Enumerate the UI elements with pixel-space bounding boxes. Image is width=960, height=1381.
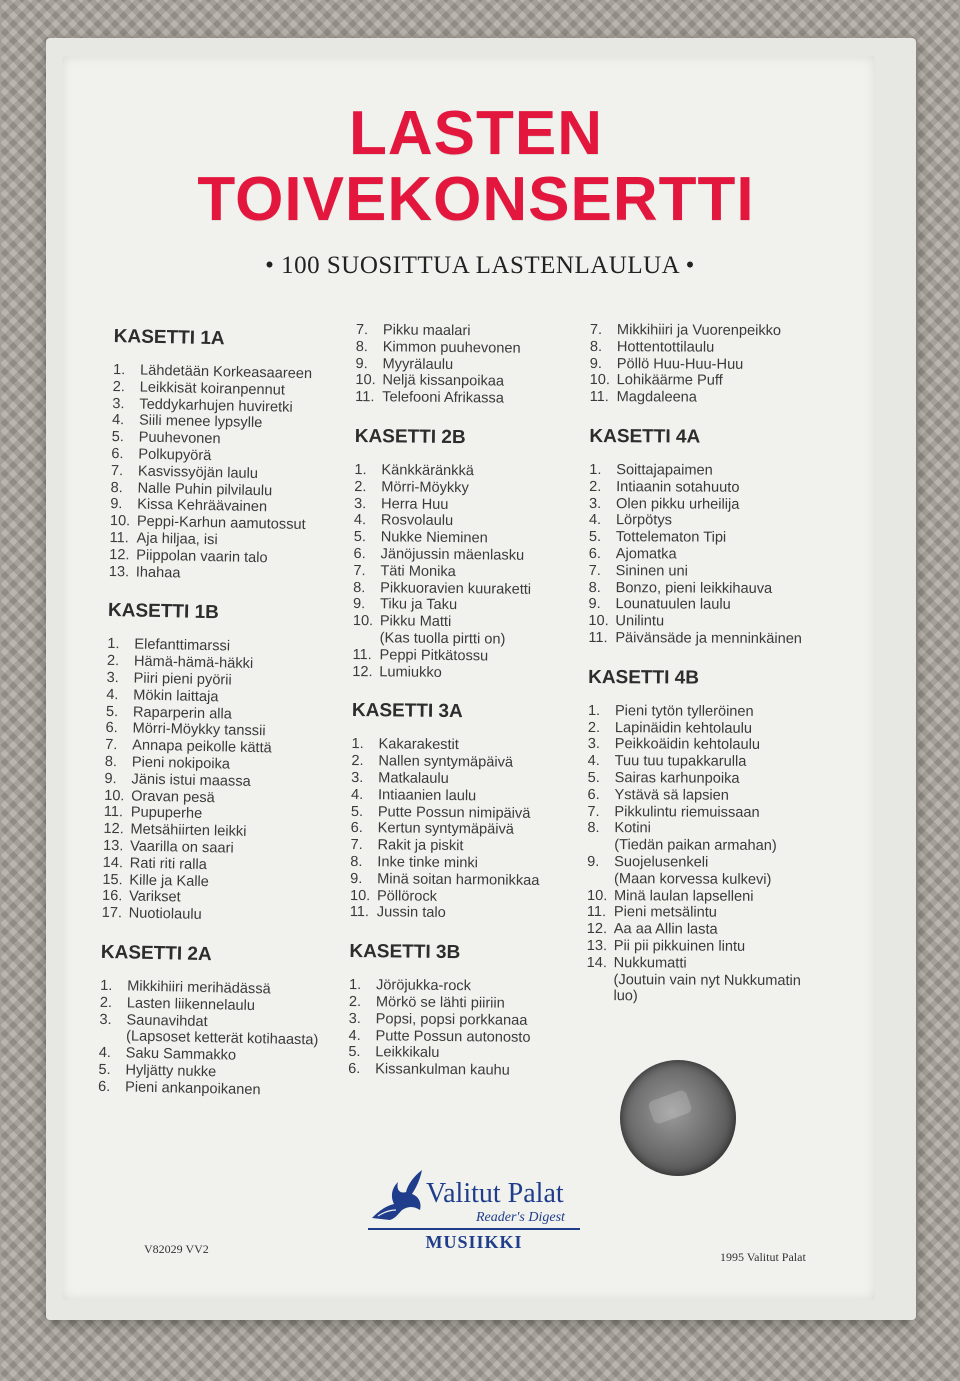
track-number: 9. <box>350 870 363 887</box>
track-title: Oravan pesä <box>130 787 215 806</box>
track-title: Pieni metsälintu <box>613 904 717 921</box>
track-number: 17. <box>101 904 123 922</box>
track-item <box>586 988 836 1006</box>
track-title: Jöröjukka-rock <box>375 977 472 995</box>
track-number: 9. <box>110 496 123 513</box>
track-title: Piippolan vaarin talo <box>136 547 268 567</box>
track-number: 13. <box>586 937 608 955</box>
track-item <box>588 596 838 614</box>
track-item <box>587 871 837 889</box>
track-number: 9. <box>104 770 117 787</box>
section-heading: KASETTI 3A <box>351 700 463 723</box>
track-title: Metsähiirten leikki <box>130 821 247 841</box>
track-number: 1. <box>107 636 120 653</box>
section-heading: KASETTI 4A <box>589 425 701 448</box>
track-number: 2. <box>351 753 364 770</box>
track-title: Pieni nokipoika <box>131 754 231 773</box>
track-item <box>350 904 590 923</box>
track-title: Neljä kissanpoikaa <box>382 372 505 390</box>
track-title: (Kas tuolla pirtti on) <box>379 630 506 648</box>
pegasus-icon <box>368 1166 426 1224</box>
track-number: 6. <box>350 820 363 837</box>
track-number: 3. <box>354 495 367 512</box>
track-item <box>589 479 839 497</box>
track-number: 3. <box>112 395 125 412</box>
track-title: Kissankulman kauhu <box>375 1061 510 1079</box>
section-heading: KASETTI 2B <box>354 425 466 449</box>
track-number: 2. <box>112 378 126 396</box>
track-number: 3. <box>99 1011 112 1028</box>
track-title: Tuu tuu tupakkarulla <box>614 753 747 770</box>
track-title: Herra Huu <box>381 495 449 513</box>
track-number: 6. <box>105 720 118 737</box>
track-list <box>348 977 589 1080</box>
track-number: 4. <box>587 753 600 770</box>
track-number: 8. <box>589 338 603 355</box>
track-number: 5. <box>587 769 600 786</box>
track-number: 1. <box>348 977 362 994</box>
track-number: 6. <box>111 445 124 463</box>
track-item <box>589 462 839 480</box>
track-number: 11. <box>586 904 607 921</box>
track-title: Telefooni Afrikassa <box>382 389 504 407</box>
track-title: Puuhevonen <box>138 429 221 448</box>
track-number: 7. <box>587 803 600 820</box>
track-number: 6. <box>97 1078 111 1095</box>
track-title: Leikkikalu <box>375 1044 440 1062</box>
track-title: Rati riti ralla <box>129 855 207 873</box>
track-number: 5. <box>348 1044 361 1061</box>
track-title: Nukkumatti <box>613 954 687 972</box>
track-title: Pikkuoravien kuuraketti <box>380 579 532 598</box>
track-title: Tottelematon Tipi <box>615 529 727 546</box>
track-number: 7. <box>350 837 363 854</box>
logo-divider <box>368 1228 580 1230</box>
track-item <box>587 837 837 855</box>
track-number: 8. <box>350 853 363 871</box>
column-3 <box>586 322 840 1026</box>
title-line2: TOIVEKONSERTTI <box>197 165 755 234</box>
track-title: Hottentottilaulu <box>616 338 715 356</box>
track-number: 11. <box>352 646 372 663</box>
track-number: 4. <box>98 1044 112 1062</box>
track-title: Annapa peikolle kättä <box>132 737 272 757</box>
track-title: Minä laulan lapselleni <box>613 887 754 905</box>
track-number: 7. <box>589 322 603 339</box>
track-number: 1. <box>589 461 602 479</box>
track-title: Kille ja Kalle <box>129 871 210 890</box>
track-list <box>588 462 839 648</box>
track-title: Sairas karhunpoika <box>614 770 740 787</box>
track-list <box>102 636 358 927</box>
track-number: 2. <box>587 719 601 736</box>
track-number: 10. <box>349 887 371 904</box>
track-title: Hämä-hämä-häkki <box>133 653 254 673</box>
track-number: 2. <box>348 993 362 1010</box>
track-number: 4. <box>348 1027 361 1044</box>
track-title: Ystävä sä lapsien <box>614 786 729 804</box>
track-title: Putte Possun nimipäivä <box>377 803 531 822</box>
track-number: 14. <box>102 854 124 872</box>
track-number: 5. <box>588 529 602 546</box>
track-title: Pöllö Huu-Huu-Huu <box>616 355 744 373</box>
track-title: Pieni tytön tylleröinen <box>614 702 754 720</box>
track-title: Mikkihiiri ja Vuorenpeikko <box>616 322 782 340</box>
track-title: Rakit ja piskit <box>377 837 464 855</box>
track-number: 9. <box>352 596 366 613</box>
column-2 <box>348 322 596 1100</box>
track-number: 3. <box>587 736 601 753</box>
track-title: Mikkihiiri merihädässä <box>127 978 271 998</box>
track-title: Pieni ankanpoikanen <box>124 1079 261 1098</box>
track-title: Nallen syntymäpäivä <box>378 753 514 771</box>
title-line1: LASTEN <box>349 99 603 168</box>
track-title: Minä soitan harmonikkaa <box>377 870 540 889</box>
track-title: Peppi-Karhun aamutossut <box>136 513 306 534</box>
track-title: Unilintu <box>615 613 665 630</box>
track-title: Matkalaulu <box>378 770 449 787</box>
track-number: 1. <box>351 736 364 753</box>
track-item <box>588 720 838 738</box>
section-heading: KASETTI 1B <box>107 600 220 624</box>
track-title: Olen pikku urheilija <box>616 495 740 513</box>
track-title: (Maan korvessa kulkevi) <box>614 870 772 888</box>
track-list <box>350 736 592 923</box>
track-item <box>588 736 838 754</box>
track-title: Sininen uni <box>615 562 688 580</box>
track-number: 3. <box>589 495 602 512</box>
track-title: Pikku maalari <box>382 322 471 340</box>
track-title: Leikkisät koiranpennut <box>139 379 286 399</box>
track-number: 10. <box>109 513 131 530</box>
track-number: 5. <box>98 1061 111 1078</box>
track-title: Lumiukko <box>379 663 442 681</box>
track-title: Pöllörock <box>376 887 438 905</box>
track-title: Siili menee lypsylle <box>138 412 263 432</box>
track-number: 10. <box>586 887 608 904</box>
track-number: 9. <box>588 596 601 613</box>
track-title: Nukke Nieminen <box>380 529 488 547</box>
hanging-hole <box>620 1060 736 1176</box>
brand-division: MUSIIKKI <box>425 1232 523 1252</box>
track-title: Kissa Kehräävainen <box>137 496 268 516</box>
track-number: 12. <box>586 921 608 938</box>
track-number: 11. <box>103 804 124 821</box>
track-title: Lasten liikennelaulu <box>126 995 256 1014</box>
track-item <box>587 854 837 872</box>
track-title: Kakarakestit <box>378 736 459 754</box>
track-number: 8. <box>104 753 118 771</box>
track-number: 10. <box>588 613 609 630</box>
track-title: Mökin laittaja <box>133 687 219 706</box>
track-title: Elefanttimarssi <box>134 636 231 655</box>
track-title: Jänöjussin mäenlasku <box>380 546 525 564</box>
track-number: 9. <box>355 355 368 372</box>
product-code: V82029 VV2 <box>144 1242 209 1256</box>
track-title: luo) <box>613 988 638 1005</box>
track-list <box>98 978 350 1101</box>
track-title: Lapinäidin kehtolaulu <box>614 719 753 737</box>
track-item <box>352 664 592 683</box>
track-number: 2. <box>589 478 602 495</box>
track-title: Vaarilla on saari <box>129 838 234 857</box>
track-number: 11. <box>109 529 129 547</box>
track-title: (Lapsoset ketterät kotihaasta) <box>125 1028 319 1049</box>
track-number: 2. <box>354 478 367 495</box>
track-title: Känkkäränkkä <box>381 462 475 480</box>
track-number: 14. <box>586 954 607 971</box>
track-title: Intiaanin sotahuuto <box>616 478 740 496</box>
track-title: Peppi Pitkätossu <box>379 647 489 665</box>
track-item <box>590 339 840 357</box>
section-heading: KASETTI 2A <box>100 941 212 966</box>
track-number: 11. <box>589 389 609 406</box>
track-item <box>589 496 839 514</box>
track-number: 11. <box>588 629 608 647</box>
section-heading: KASETTI 3B <box>349 941 461 964</box>
track-title: Kotini <box>614 820 651 837</box>
track-number: 4. <box>588 512 602 529</box>
track-item <box>588 753 838 771</box>
track-number: 4. <box>350 786 364 803</box>
track-title: Saunavihdat <box>126 1011 208 1030</box>
track-number: 10. <box>103 787 125 804</box>
track-title: Täti Monika <box>380 563 456 580</box>
track-number: 1. <box>100 977 113 995</box>
track-title: Teddykarhujen huviretki <box>139 396 293 416</box>
track-title: Pii pii pikkuinen lintu <box>613 938 746 955</box>
track-title: Lohikäärme Puff <box>616 372 723 390</box>
track-item <box>587 921 837 939</box>
track-number: 12. <box>352 663 373 680</box>
track-list <box>355 322 596 408</box>
track-number: 5. <box>105 703 119 720</box>
track-item <box>589 546 839 564</box>
track-item <box>348 1061 588 1080</box>
track-item <box>587 938 837 956</box>
track-title: Päivänsäde ja menninkäinen <box>615 630 802 648</box>
track-item <box>355 389 595 408</box>
track-number: 6. <box>587 786 600 803</box>
track-title: Hyljätty nukke <box>125 1062 217 1081</box>
track-title: Saku Sammakko <box>125 1045 237 1064</box>
track-item <box>589 563 839 581</box>
track-title: Polkupyörä <box>138 446 212 465</box>
track-title: Kimmon puuhevonen <box>382 339 521 357</box>
track-number: 7. <box>353 562 366 579</box>
track-title: Bonzo, pieni leikkihauva <box>615 579 773 597</box>
track-title: Nalle Puhin pilvilaulu <box>137 480 273 499</box>
track-title: Piiri pieni pyörii <box>133 670 232 689</box>
section-heading: KASETTI 4B <box>588 666 700 689</box>
track-number: 3. <box>348 1010 361 1027</box>
section-heading: KASETTI 1A <box>113 326 225 350</box>
track-item <box>590 372 840 390</box>
track-title: Mörri-Möykky tanssii <box>132 720 266 740</box>
track-number: 5. <box>353 529 367 546</box>
track-number: 5. <box>350 803 364 820</box>
track-number: 4. <box>353 512 367 529</box>
track-title: Jänis istui maassa <box>131 771 251 790</box>
subtitle: • 100 SUOSITTUA LASTENLAULUA • <box>265 252 695 279</box>
track-item <box>587 971 837 989</box>
track-number: 9. <box>587 853 600 870</box>
track-item <box>587 787 837 805</box>
track-title: Nuotiolaulu <box>128 905 202 924</box>
track-title: Kertun syntymäpäivä <box>377 820 515 839</box>
valitut-palat-logo <box>368 1166 588 1256</box>
track-title: Soittajapaimen <box>616 462 713 479</box>
track-title: Pupuperhe <box>130 804 203 823</box>
track-item <box>590 322 840 340</box>
track-number: 12. <box>103 821 124 838</box>
track-title: Aa aa Allin lasta <box>613 921 718 938</box>
track-number: 3. <box>106 669 119 687</box>
track-item <box>589 529 839 547</box>
track-number: 13. <box>102 837 124 855</box>
track-title: Pikku Matti <box>379 613 452 631</box>
track-number: 15. <box>102 871 123 888</box>
track-number: 8. <box>587 820 600 837</box>
track-number: 8. <box>588 579 601 596</box>
track-title: Varikset <box>128 888 181 906</box>
track-number: 7. <box>105 737 118 754</box>
track-number: 11. <box>349 904 370 921</box>
track-title: Ihahaa <box>135 564 181 582</box>
track-item <box>588 703 838 721</box>
track-number: 8. <box>355 338 368 355</box>
track-title: Aja hiljaa, isi <box>136 530 218 549</box>
brand-name: Valitut Palat <box>426 1178 564 1209</box>
track-number: 7. <box>588 562 601 579</box>
track-number: 5. <box>111 429 125 446</box>
track-title: Kasvissyöjän laulu <box>137 463 259 482</box>
track-title: Rosvolaulu <box>380 512 454 530</box>
track-item <box>590 356 840 374</box>
track-title: Inke tinke minki <box>377 854 479 872</box>
track-title: Lounatuulen laulu <box>615 596 731 614</box>
copyright: 1995 Valitut Palat <box>720 1250 806 1264</box>
track-number: 7. <box>355 322 369 339</box>
track-item <box>587 804 837 822</box>
track-title: Ajomatka <box>615 546 677 563</box>
track-number: 4. <box>106 686 119 703</box>
track-title: Peikkoäidin kehtolaulu <box>614 736 761 754</box>
track-list <box>586 703 838 1007</box>
track-number: 2. <box>106 653 120 670</box>
track-item <box>589 512 839 530</box>
track-title: (Tiedän paikan armahan) <box>614 837 777 855</box>
track-title: (Joutuin vain nyt Nukkumatin <box>613 971 801 989</box>
track-title: Pikkulintu riemuissaan <box>614 803 760 821</box>
track-title: Intiaanien laulu <box>377 786 477 805</box>
track-item <box>588 770 838 788</box>
track-title: Jussin talo <box>376 904 446 922</box>
track-number: 8. <box>353 579 366 596</box>
track-number: 3. <box>351 769 364 787</box>
track-number: 16. <box>101 888 123 905</box>
brand-tagline: Reader's Digest <box>476 1210 565 1225</box>
track-number: 12. <box>109 546 130 564</box>
track-number: 6. <box>348 1061 361 1078</box>
track-title: Magdaleena <box>616 389 697 406</box>
track-item <box>588 630 838 648</box>
track-item <box>587 904 837 922</box>
column-1 <box>97 326 363 1121</box>
track-number: 9. <box>589 355 602 372</box>
track-list <box>590 322 840 407</box>
track-number: 6. <box>353 545 366 563</box>
track-title: Popsi, popsi porkkanaa <box>375 1010 528 1029</box>
track-number: 2. <box>99 994 113 1011</box>
track-list <box>109 362 364 586</box>
track-number: 7. <box>110 462 124 480</box>
track-item <box>589 580 839 598</box>
track-title: Putte Possun autonosto <box>375 1027 531 1046</box>
track-item <box>590 389 840 407</box>
track-number: 1. <box>587 702 601 719</box>
track-title: Tiku ja Taku <box>379 596 458 614</box>
track-title: Suojelusenkeli <box>614 854 709 871</box>
track-item <box>587 888 837 906</box>
track-number: 8. <box>110 479 123 496</box>
track-number: 10. <box>589 372 611 389</box>
track-title: Raparperin alla <box>132 704 233 723</box>
track-number: 4. <box>111 412 125 429</box>
track-number: 13. <box>108 563 130 580</box>
track-title: Myyrälaulu <box>382 355 454 373</box>
track-number: 10. <box>352 613 374 630</box>
track-number: 1. <box>354 461 367 479</box>
track-title: Lähdetään Korkeasaareen <box>139 362 313 383</box>
track-number: 6. <box>588 545 601 563</box>
track-number: 1. <box>112 361 126 379</box>
track-title: Mörri-Möykky <box>381 479 469 496</box>
track-list <box>352 462 594 683</box>
track-item <box>588 613 838 631</box>
track-item <box>587 820 837 838</box>
track-title: Lörpötys <box>615 512 672 529</box>
track-item <box>587 955 837 973</box>
track-number: 11. <box>355 389 375 406</box>
track-title: Mörkö se lähti piiriin <box>375 994 505 1012</box>
track-number: 10. <box>355 372 376 389</box>
